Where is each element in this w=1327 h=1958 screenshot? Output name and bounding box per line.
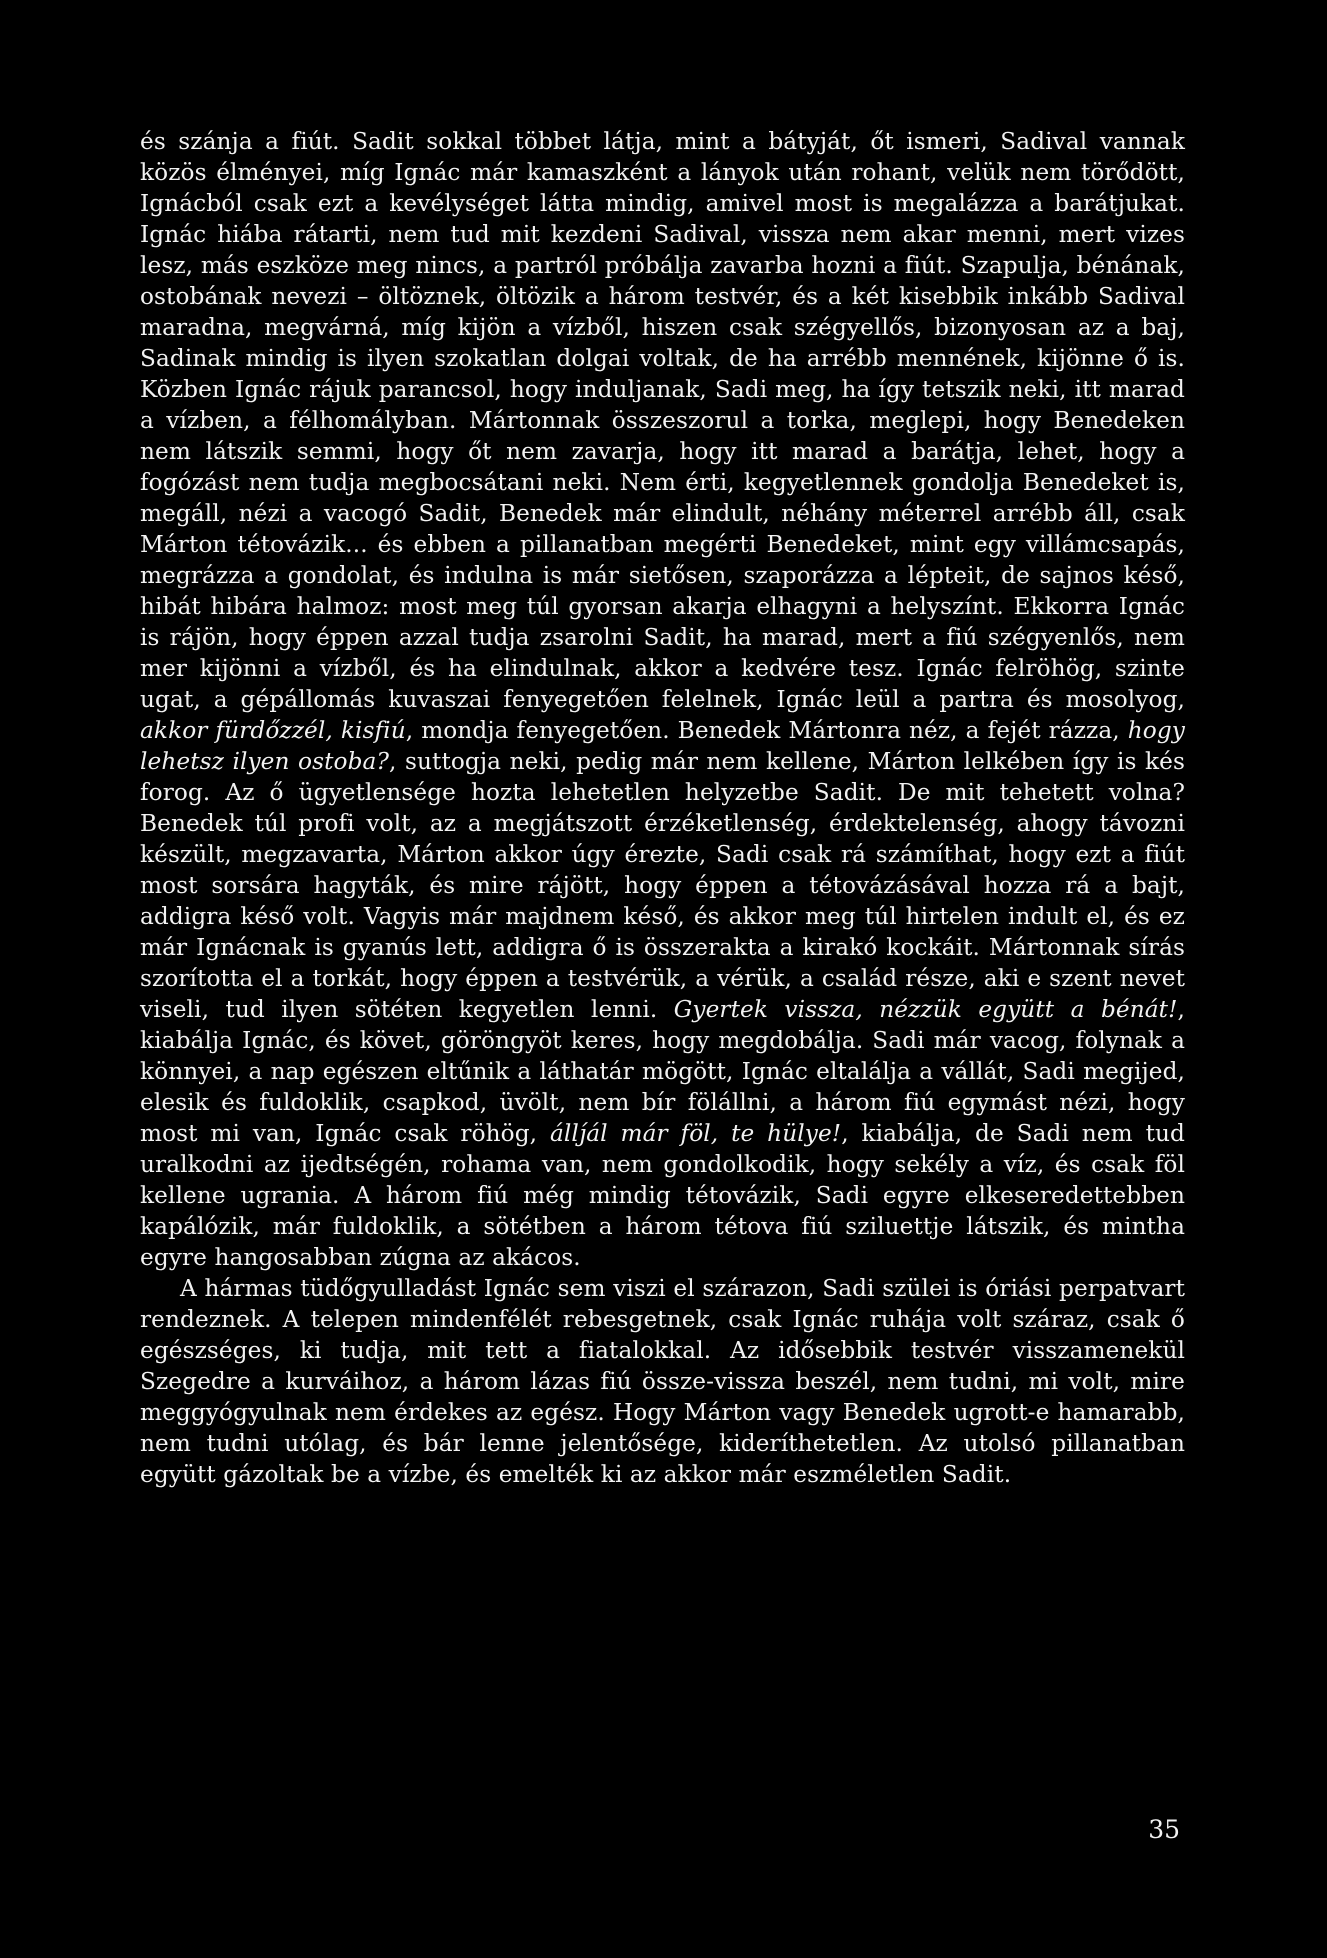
text-segment: és szánja a fiút. Sadit sokkal többet látja, mint a bátyját, őt ismeri, Sadival vannak közös élményei, míg Ignác már kamaszként a lányok után rohant, velük nem törődött, Ignácból csak ezt a kevélységet látta mindig, amivel most is megalázza a barátjukat. Ignác hiába rátarti, nem tud mit kezdeni Sadival, vissza nem akar menni, mert vizes lesz, más eszköze meg nincs, a partról próbálja zavarba hozni a fiút. Szapulja, bénának, ostobának nevezi – öltöznek, öltözik a három testvér, és a két kisebbik inkább Sadival maradna, megvárná, míg kijön a vízből, hiszen csak szégyellős, bizonyosan az a baj, Sadinak mindig is ilyen szokatlan dolgai voltak, de ha arrébb mennének, kijönne ő is. Közben Ignác rájuk parancsol, hogy induljanak, Sadi meg, ha így tetszik neki, itt marad a vízben, a félhomályban. Mártonnak összeszorul a torka, meglepi, hogy Benedeken nem látszik semmi, hogy őt nem zavarja, hogy itt marad a barátja, lehet, hogy a fogózást nem tudja megbocsátani neki. Nem érti, kegyetlennek gondolja Benedeket is, megáll, nézi a vacogó Sadit, Benedek már elindult, néhány méterrel arrébb áll, csak Márton tétovázik... és ebben a pillanatban megérti Benedeket, mint egy villámcsapás, megrázza a gondolat, és indulna is már sietősen, szaporázza a lépteit, de sajnos késő, hibát hibára halmoz: most meg túl gyorsan akarja elhagyni a helyszínt. Ekkorra Ignác is rájön, hogy éppen azzal tudja zsarolni Sadit, ha marad, mert a fiú szégyenlős, nem mer kijönni a vízből, és ha elindulnak, akkor a kedvére tesz. Ignác felröhög, szinte ugat, a gépállomás kuvaszai fenyegetően felelnek, Ignác leül a partra és mosolyog, [140,128,1185,713]
italic-text-segment: állj́ál már föl, te hülye! [549,1120,842,1147]
page-number: 35 [1148,1815,1180,1844]
text-segment: , mondja fenyegetően. Benedek Mártonra néz, a fejét rázza, [405,717,1128,744]
italic-text-segment: hogy lehetsz ilyen ostoba? [140,717,1186,775]
paragraph-1 [140,126,1185,1273]
italic-text-segment: Gyertek vissza, nézzük együtt a bénát! [673,996,1178,1023]
text-segment: , kiabálja, de Sadi nem tud uralkodni az ijedtségén, rohama van, nem gondolkodik, hogy sekély a víz, és csak föl kellene ugrania. A három fiú még mindig tétovázik, Sadi egyre elkeseredettebben kapálózik, már fuldoklik, a sötétben a három tétova fiú sziluettje látszik, és mintha egyre hangosabban zúgna az akácos. [140,1120,1185,1271]
text-segment: , suttogja neki, pedig már nem kellene, Márton lelkében így is kés forog. Az ő ügyetlensége hozta lehetetlen helyzetbe Sadit. De mit tehetett volna? Benedek túl profi volt, az a megjátszott érzéketlenség, érdektelenség, ahogy távozni készült, megzavarta, Márton akkor úgy érezte, Sadi csak rá számíthat, hogy ezt a fiút most sorsára hagyták, és mire rájött, hogy éppen a tétovázásával hozza rá a bajt, addigra késő volt. Vagyis már majdnem késő, és akkor meg túl hirtelen indult el, és ez már Ignácnak is gyanús lett, addigra ő is összerakta a kirakó kockáit. Mártonnak sírás szorította el a torkát, hogy éppen a testvérük, a vérük, a család része, aki e szent nevet viseli, tud ilyen sötéten kegyetlen lenni. [140,748,1185,1023]
text-segment: , kiabálja Ignác, és követ, göröngyöt keres, hogy megdobálja. Sadi már vacog, folynak a könnyei, a nap egészen eltűnik a láthatár mögött, Ignác eltalálja a vállát, Sadi megijed, elesik és fuldoklik, csapkod, üvölt, nem bír fölállni, a három fiú egymást nézi, hogy most mi van, Ignác csak röhög, [140,996,1185,1147]
italic-text-segment: akkor fürdőzzél, kisfiú [140,717,406,744]
paragraph-2 [140,1273,1185,1490]
body-text [140,126,1185,1490]
text-segment: A hármas tüdőgyulladást Ignác sem viszi el szárazon, Sadi szülei is óriási perpatvart rendeznek. A telepen mindenfélét rebesgetnek, csak Ignác ruhája volt száraz, csak ő egészséges, ki tudja, mit tett a fiatalokkal. Az idősebbik testvér visszamenekül Szegedre a kurváihoz, a három lázas fiú össze-vissza beszél, nem tudni, mi volt, mire meggyógyulnak nem érdekes az egész. Hogy Márton vagy Benedek ugrott-e hamarabb, nem tudni utólag, és bár lenne jelentősége, kideríthetetlen. Az utolsó pillanatban együtt gázoltak be a vízbe, és emelték ki az akkor már eszméletlen Sadit. [140,1275,1185,1488]
